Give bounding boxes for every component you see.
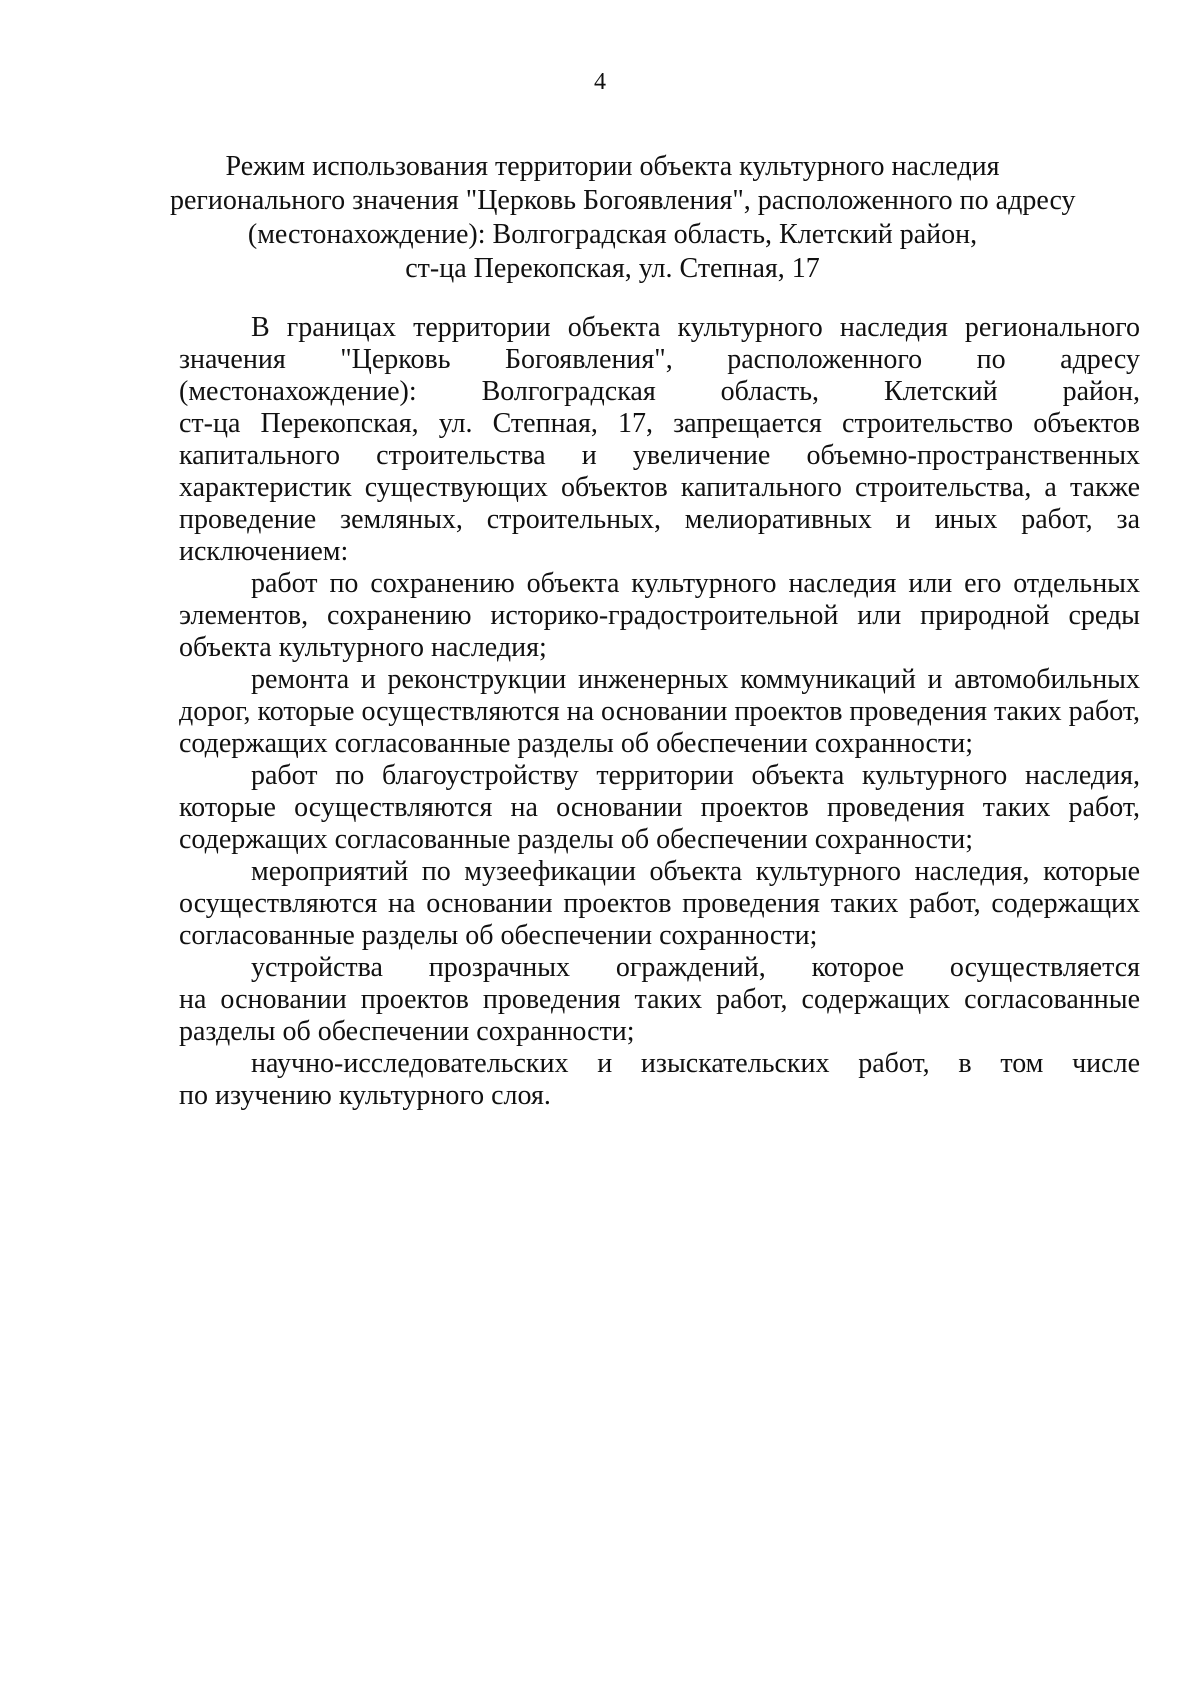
paragraph-line: разделы об обеспечении сохранности; [179,1016,635,1047]
body-paragraph [179,568,1140,664]
paragraph-line: на основании проектов проведения таких работ, содержащих согласованные [179,984,1140,1015]
title-line: Режим использования территории объекта культурного наследия [225,151,1000,182]
document-title [170,150,1076,286]
body-paragraph [179,856,1140,952]
paragraph-line: работ по благоустройству территории объекта культурного наследия, [251,760,1140,791]
paragraph-line: согласованные разделы об обеспечении сохранности; [179,920,818,951]
paragraph-line: значения "Церковь Богоявления", расположенного по адресу [179,344,1140,375]
body-paragraph [179,952,1140,1048]
paragraph-line: содержащих согласованные разделы об обеспечении сохранности; [179,728,973,759]
paragraph-line: дорог, которые осуществляются на основании проектов проведения таких работ, [179,696,1140,727]
page-number: 4 [594,69,606,95]
paragraph-line: работ по сохранению объекта культурного наследия или его отдельных [251,568,1140,599]
title-line: ст-ца Перекопская, ул. Степная, 17 [405,253,820,284]
body-paragraph [179,312,1140,568]
body-paragraph [179,1048,1140,1112]
paragraph-line: объекта культурного наследия; [179,632,547,663]
title-line: (местонахождение): Волгоградская область, Клетский район, [247,219,978,250]
paragraph-line: содержащих согласованные разделы об обеспечении сохранности; [179,824,973,855]
paragraph-line: (местонахождение): Волгоградская область, Клетский район, [179,376,1140,407]
paragraph-line: устройства прозрачных ограждений, которое осуществляется [251,952,1140,983]
body-paragraph [179,664,1140,760]
paragraph-line: проведение земляных, строительных, мелиоративных и иных работ, за [179,504,1140,535]
paragraph-line: по изучению культурного слоя. [179,1080,551,1111]
paragraph-line: которые осуществляются на основании проектов проведения таких работ, [179,792,1140,823]
title-line: регионального значения "Церковь Богоявления", расположенного по адресу [170,185,1076,216]
body-paragraph [179,760,1140,856]
paragraph-line: осуществляются на основании проектов проведения таких работ, содержащих [179,888,1140,919]
paragraph-line: В границах территории объекта культурного наследия регионального [251,312,1140,343]
paragraph-line: элементов, сохранению историко-градостроительной или природной среды [179,600,1140,631]
document-body [179,312,1140,1112]
paragraph-line: исключением: [179,536,349,567]
paragraph-line: мероприятий по музеефикации объекта культурного наследия, которые [251,856,1140,887]
paragraph-line: научно-исследовательских и изыскательских работ, в том числе [251,1048,1140,1079]
paragraph-line: ремонта и реконструкции инженерных коммуникаций и автомобильных [251,664,1140,695]
paragraph-line: ст-ца Перекопская, ул. Степная, 17, запрещается строительство объектов [179,408,1140,439]
paragraph-line: капитального строительства и увеличение объемно-пространственных [179,440,1140,471]
paragraph-line: характеристик существующих объектов капитального строительства, а также [179,472,1140,503]
